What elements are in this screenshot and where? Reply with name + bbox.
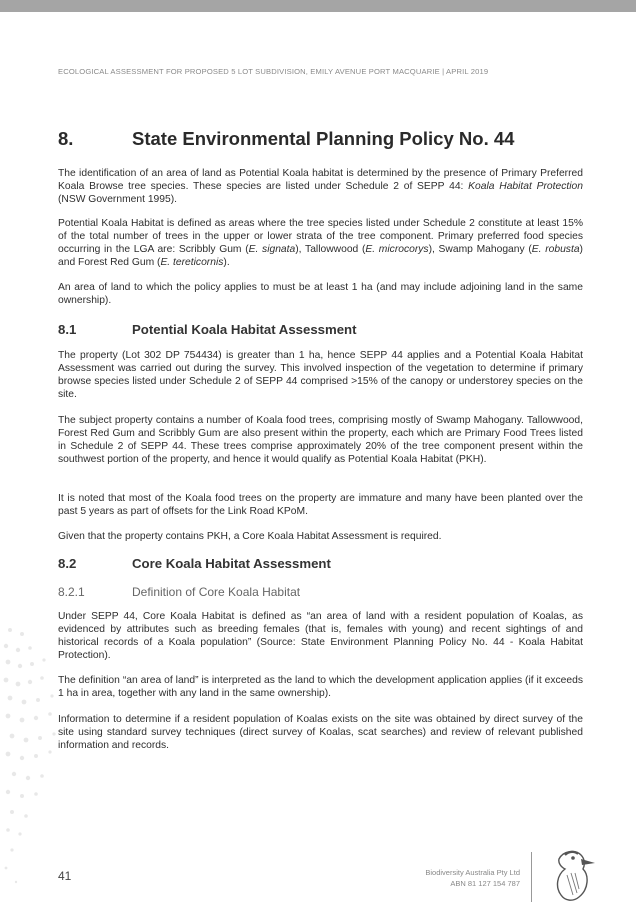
company-abn: ABN 81 127 154 787: [450, 879, 520, 888]
section-number: 8.: [58, 128, 74, 149]
paragraph-8-2-1-3: Information to determine if a resident population of Koalas exists on the site was obtained by direct survey of the site using standard survey techniques (direct survey of Koalas, scat searches) and review of relevant published information and records.: [58, 714, 583, 751]
section-title: State Environmental Planning Policy No. 44: [132, 128, 515, 149]
paragraph-8-1-3: It is noted that most of the Koala food trees on the property are immature and many have been planted over the past 5 years as part of offsets for the Link Road KPoM.: [58, 493, 583, 517]
intro-paragraph-2: Potential Koala Habitat is defined as areas where the tree species listed under Schedule 2 constitute at least 15% of the total number of trees in the upper or lower strata of the tree component. Primary preferred food species occurring in the LGA are: Scribbly Gum (E. signata), Tallowwood (E. microcorys), Swamp Mahogany (E. robusta) and Forest Red Gum (E. tereticornis).: [58, 218, 583, 268]
subsubsection-heading-8-2-1: [58, 585, 300, 599]
paragraph-8-1-1: The property (Lot 302 DP 754434) is greater than 1 ha, hence SEPP 44 applies and a Potential Koala Habitat Assessment was carried out during the survey. This involved inspection of the vegetation to determine if primary browse species listed under Schedule 2 of SEPP 44 comprised >15% of the canopy or understorey species on the site.: [58, 350, 583, 400]
subsection-number: 8.1: [58, 322, 77, 337]
page-number: 41: [58, 869, 72, 883]
paragraph-8-2-1-2: The definition “an area of land” is interpreted as the land to which the development application applies (if it exceeds 1 ha in area, together with any land in the same ownership).: [58, 675, 583, 699]
company-info: [380, 867, 520, 889]
paragraph-8-2-1-1: Under SEPP 44, Core Koala Habitat is defined as “an area of land with a resident population of Koalas, as evidenced by attributes such as breeding females (that is, females with young) and recent sightings of and historical records of a Koala population” (Source: State Environment Planning Policy No. 44 - Koala Habitat Protection).: [58, 611, 583, 661]
footer-divider: [531, 852, 532, 902]
subsection-title: Core Koala Habitat Assessment: [132, 556, 331, 571]
subsection-number: 8.2: [58, 556, 77, 571]
section-heading: [58, 128, 514, 150]
running-header: ECOLOGICAL ASSESSMENT FOR PROPOSED 5 LOT SUBDIVISION, EMILY AVENUE PORT MACQUARIE | APRIL 2019: [58, 67, 489, 76]
intro-paragraph-1: The identification of an area of land as Potential Koala habitat is determined by the presence of Primary Preferred Koala Browse tree species. These species are listed under Schedule 2 of SEPP 44: Koala Habitat Protection (NSW Government 1995).: [58, 168, 583, 205]
kookaburra-logo-icon: [545, 845, 597, 903]
subsection-heading-8-2: [58, 556, 331, 571]
paragraph-8-1-2: The subject property contains a number of Koala food trees, comprising mostly of Swamp Mahogany. Tallowwood, Forest Red Gum and Scribbly Gum are also present within the property, each which are Primary Food Trees listed in Schedule 2 of SEPP 44. These trees comprise approximately 20% of the tree component present within the southwest portion of the property, and hence it would qualify as Potential Koala Habitat (PKH).: [58, 415, 583, 465]
subsection-title: Potential Koala Habitat Assessment: [132, 322, 357, 337]
intro-paragraph-3: An area of land to which the policy applies to must be at least 1 ha (and may include adjoining land in the same ownership).: [58, 282, 583, 306]
paragraph-8-1-4: Given that the property contains PKH, a Core Koala Habitat Assessment is required.: [58, 531, 442, 542]
top-bar: [0, 0, 636, 12]
subsubsection-title: Definition of Core Koala Habitat: [132, 585, 301, 599]
subsubsection-number: 8.2.1: [58, 585, 85, 599]
dot-pattern-decoration: [0, 620, 140, 907]
company-name: Biodiversity Australia Pty Ltd: [425, 868, 520, 877]
subsection-heading-8-1: [58, 322, 357, 337]
